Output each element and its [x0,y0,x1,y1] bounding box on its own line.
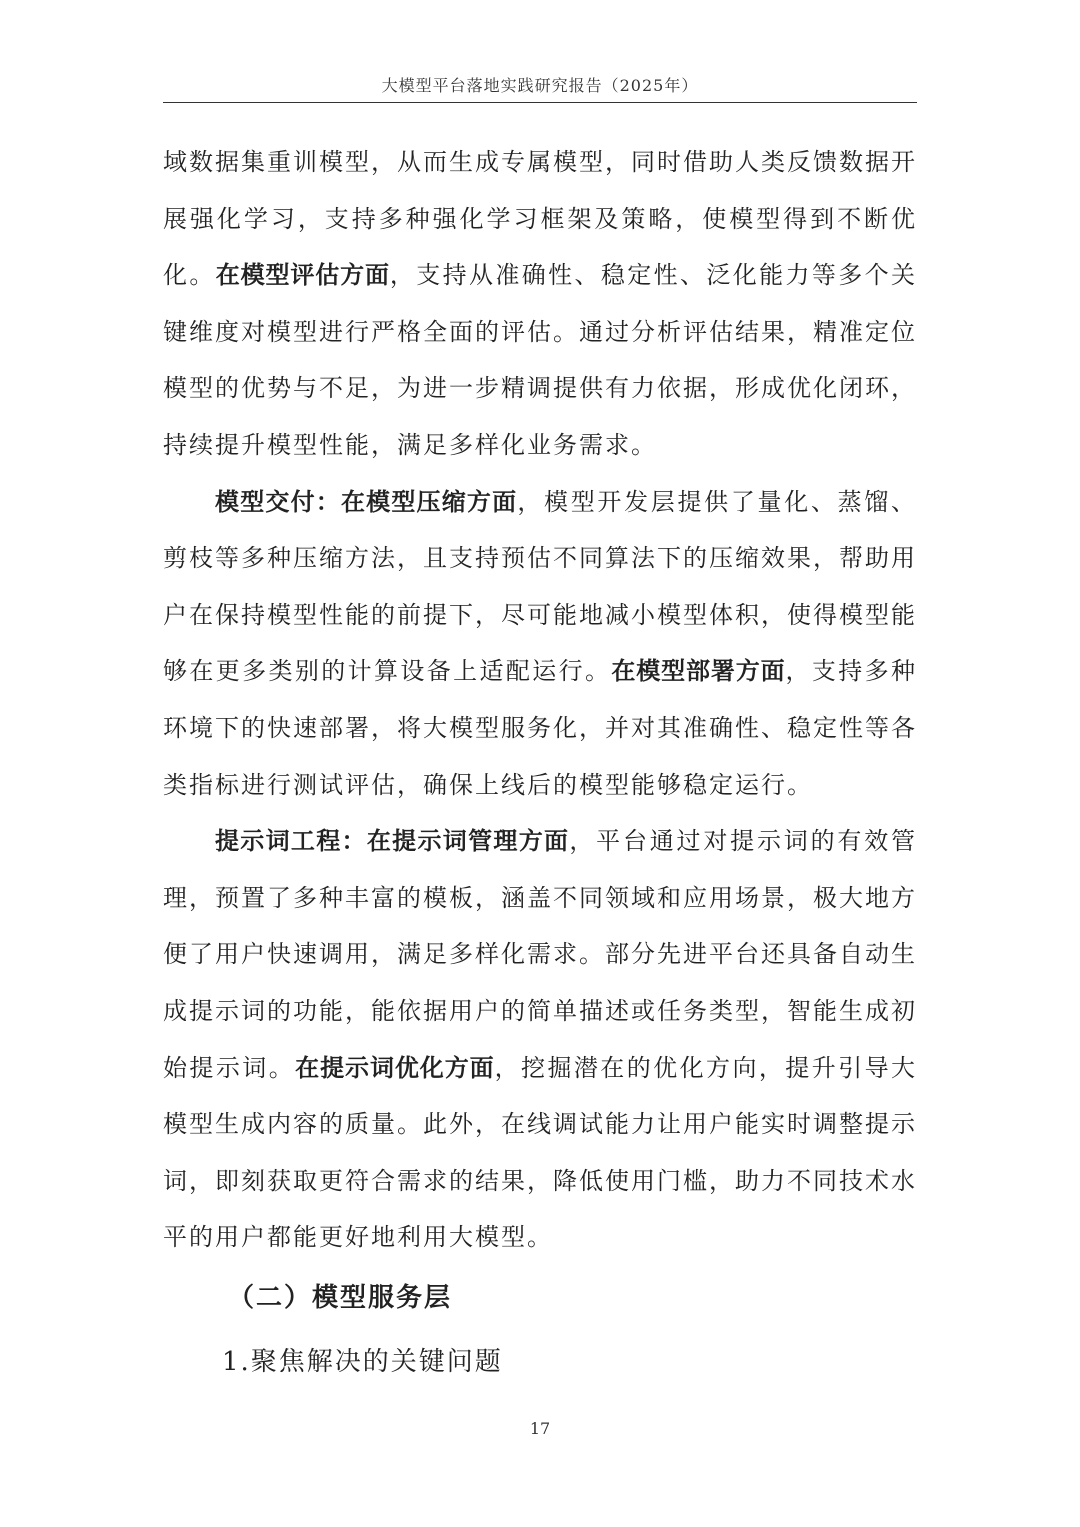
bold-phrase-prompt-optimization: 在提示词优化方面 [295,1053,495,1082]
paragraph-text: ，模型开发层提供了量化、蒸馏、剪枝等多种压缩方法，且支持预估不同算法下的压缩效果，帮助用户在保持模型性能的前提下，尽可能地减小模型体积，使得模型能够在更多类别的计算设备上适配运行。 [163,487,918,686]
bold-phrase-prompt-management: 在提示词管理方面 [366,827,570,856]
paragraph-text: ，支持多种环境下的快速部署，将大模型服务化，并对其准确性、稳定性等各类指标进行测试评估，确保上线后的模型能够稳定运行。 [163,657,917,799]
page-number: 17 [529,1419,551,1438]
sub-heading: 1.聚焦解决的关键问题 [222,1347,503,1377]
bold-phrase-model-deployment: 在模型部署方面 [611,657,786,686]
paragraph-text: ，平台通过对提示词的有效管理，预置了多种丰富的模板，涵盖不同领域和应用场景，极大地方便了用户快速调用，满足多样化需求。部分先进平台还具备自动生成提示词的功能，能依据用户的简单描述或任务类型，智能生成初始提示词。 [163,827,918,1082]
paragraph-prompt-engineering [163,813,917,1266]
paragraph-model-training [163,134,917,474]
paragraph-text: 域数据集重训模型，从而生成专属模型，同时借助人类反馈数据开展强化学习，支持多种强化学习框架及策略，使模型得到不断优化。 [163,148,917,290]
lead-phrase-model-delivery: 模型交付： [215,487,341,516]
paragraph-text: ，挖掘潜在的优化方向，提升引导大模型生成内容的质量。此外，在线调试能力让用户能实时调整提示词，即刻获取更符合需求的结果，降低使用门槛，助力不同技术水平的用户都能更好地利用大模型。 [163,1053,918,1252]
bold-phrase-model-compression: 在模型压缩方面 [340,487,518,516]
paragraph-text: ，支持从准确性、稳定性、泛化能力等多个关键维度对模型进行严格全面的评估。通过分析评估结果，精准定位模型的优势与不足，为进一步精调提供有力依据，形成优化闭环，持续提升模型性能，满足多样化业务需求。 [163,261,917,459]
paragraph-model-delivery [163,474,917,814]
running-header: 大模型平台落地实践研究报告（2025年） [381,76,699,95]
header-divider [163,102,917,103]
lead-phrase-prompt-engineering: 提示词工程： [215,827,367,856]
section-heading: （二）模型服务层 [228,1283,453,1313]
bold-phrase-model-evaluation: 在模型评估方面 [215,261,390,290]
body-text [163,134,917,1266]
